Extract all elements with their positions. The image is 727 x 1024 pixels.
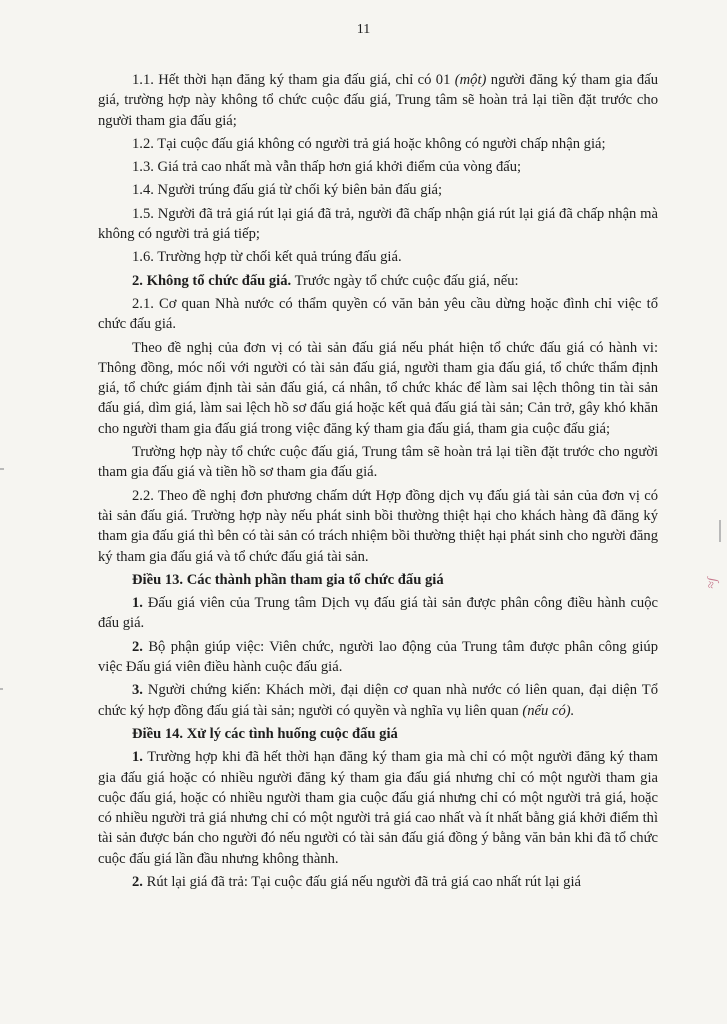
paragraph — [98, 157, 658, 177]
text-run: 1. — [132, 595, 143, 612]
stamp-mark: ≈∫ — [702, 576, 720, 590]
article-heading — [98, 570, 658, 590]
text-run: Đấu giá viên của Trung tâm Dịch vụ đấu giá tài sản được phân công điều hành cuộc đấu giá. — [98, 595, 658, 632]
paragraph — [98, 747, 658, 869]
article-heading — [98, 724, 658, 744]
text-run: Trường hợp khi đã hết thời hạn đăng ký tham gia mà chỉ có một người đăng ký tham gia đấu giá hoặc có nhiều người đăng ký tham gia đấu giá nhưng chỉ có một người tham gia cuộc đấu giá, hoặc có nhiều người tham gia cuộc đấu giá nhưng chỉ có một người trả giá, hoặc có nhiều người trả giá nhưng chỉ có một người trả giá cao nhất và ít nhất bằng giá khởi điểm thì tài sản được bán cho người đó nếu người có tài sản đấu giá đồng ý bằng văn bản khi đã tổ chức cuộc đấu giá lần đầu nhưng không thành. — [98, 749, 658, 867]
scan-artifact — [0, 468, 4, 470]
text-run: (một) — [454, 72, 487, 88]
paragraph — [98, 442, 658, 483]
text-run: 2. Không tổ chức đấu giá. — [132, 272, 292, 289]
text-run: Bộ phận giúp việc: Viên chức, người lao động của Trung tâm được phân công giúp việc Đấu giá viên điều hành cuộc đấu giá. — [98, 638, 658, 676]
text-run: 1.3. Giá trả cao nhất mà vẫn thấp hơn giá khởi điểm của vòng đấu; — [132, 159, 522, 176]
text-run: Trường hợp này tổ chức cuộc đấu giá, Trung tâm sẽ hoàn trả lại tiền đặt trước cho người tham gia đấu giá và tiền hồ sơ tham gia đấu giá. — [98, 444, 658, 481]
paragraph — [98, 680, 658, 721]
scan-artifact — [719, 520, 721, 542]
paragraph — [98, 204, 658, 245]
paragraph — [98, 247, 658, 267]
document-body — [98, 70, 658, 895]
page-number: 11 — [356, 22, 371, 37]
paragraph — [98, 637, 658, 678]
text-run: 2.2. Theo đề nghị đơn phương chấm dứt Hợp đồng dịch vụ đấu giá tài sản của đơn vị có tài sản đấu giá. Trường hợp này nếu phát sinh bồi thường thiệt hại cho khách hàng đã đăng ký tham gia đấu giá thì bên có tài sản có trách nhiệm bồi thường thiệt hại phát sinh cho người đăng ký tham gia đấu giá và tổ chức đấu giá tài sản. — [98, 487, 658, 565]
text-run: 2. — [132, 638, 143, 655]
paragraph — [98, 180, 658, 200]
paragraph — [98, 486, 658, 567]
text-run: 1.5. Người đã trả giá rút lại giá đã trả, người đã chấp nhận giá rút lại giá đã chấp nhận mà không có người trả giá tiếp; — [98, 205, 658, 243]
text-run: 2.1. Cơ quan Nhà nước có thẩm quyền có văn bản yêu cầu dừng hoặc đình chỉ việc tổ chức đấu giá. — [98, 295, 658, 333]
text-run: Điều 14. Xử lý các tình huống cuộc đấu giá — [132, 725, 398, 742]
text-run: Điều 13. Các thành phần tham gia tổ chức đấu giá — [132, 571, 444, 588]
text-run: 1.6. Trường hợp từ chối kết quả trúng đấu giá. — [132, 249, 402, 266]
paragraph — [98, 872, 658, 892]
paragraph — [98, 70, 658, 131]
paragraph — [98, 593, 658, 634]
paragraph — [98, 338, 658, 439]
text-run: 1. — [132, 749, 143, 766]
paragraph — [98, 294, 658, 335]
text-run: Theo đề nghị của đơn vị có tài sản đấu giá nếu phát hiện tổ chức đấu giá có hành vi: Thông đồng, móc nối với người có tài sản đấu giá, người tham gia đấu giá, tổ chức thẩm định giá, tổ chức giám định tài sản đấu giá, cá nhân, tổ chức khác để làm sai lệch thông tin tài sản đấu giá, dìm giá, làm sai lệch hồ sơ đấu giá hoặc kết quả đấu giá tài sản; Cản trở, gây khó khăn cho người tham gia đấu giá trong việc đăng ký tham gia đấu giá, tham gia cuộc đấu giá; — [98, 339, 658, 437]
text-run: (nếu có). — [522, 702, 575, 719]
scan-artifact — [0, 688, 3, 690]
text-run: người đăng ký tham gia đấu giá, trường hợp này không tổ chức cuộc đấu giá, Trung tâm sẽ hoàn trả lại tiền đặt trước cho người tham gia đấu giá; — [98, 72, 658, 129]
paragraph — [98, 271, 658, 291]
paragraph — [98, 134, 658, 154]
text-run: 3. — [132, 682, 143, 699]
text-run: Rút lại giá đã trả: Tại cuộc đấu giá nếu người đã trả giá cao nhất rút lại giá — [142, 873, 581, 890]
text-run: 1.4. Người trúng đấu giá từ chối ký biên bản đấu giá; — [132, 182, 443, 199]
text-run: 1.2. Tại cuộc đấu giá không có người trả giá hoặc không có người chấp nhận giá; — [132, 135, 606, 152]
text-run: 1.1. Hết thời hạn đăng ký tham gia đấu giá, chỉ có 01 — [132, 72, 455, 88]
text-run: Người chứng kiến: Khách mời, đại diện cơ quan nhà nước có liên quan, đại diện Tổ chức ký hợp đồng đấu giá tài sản; người có quyền và nghĩa vụ liên quan — [98, 682, 658, 719]
text-run: 2. — [132, 873, 143, 890]
text-run: Trước ngày tổ chức cuộc đấu giá, nếu: — [291, 272, 519, 289]
